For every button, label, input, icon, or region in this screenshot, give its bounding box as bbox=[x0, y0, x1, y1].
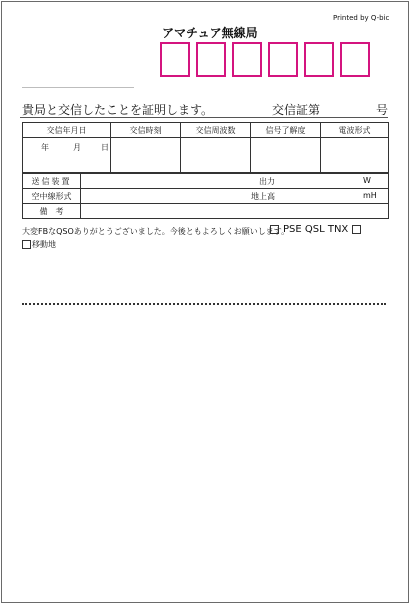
transmitter-cell[interactable] bbox=[81, 174, 389, 189]
day-label: 日 bbox=[101, 143, 109, 152]
pse-checkbox[interactable] bbox=[270, 225, 279, 234]
header-mode: 電波形式 bbox=[321, 123, 389, 138]
transmitter-label: 送信装置 bbox=[23, 174, 81, 189]
height-label: 地上高 bbox=[251, 192, 275, 201]
month-label: 月 bbox=[73, 143, 81, 152]
station-label: アマチュア無線局 bbox=[162, 26, 258, 40]
tnx-checkbox[interactable] bbox=[352, 225, 361, 234]
time-cell[interactable] bbox=[111, 138, 181, 173]
mode-cell[interactable] bbox=[321, 138, 389, 173]
mobile-row bbox=[22, 239, 56, 250]
qso-table bbox=[22, 122, 389, 173]
qsl-card bbox=[1, 1, 409, 603]
date-cell[interactable] bbox=[23, 138, 111, 173]
remarks-label: 備 考 bbox=[23, 204, 81, 219]
header-frequency: 交信周波数 bbox=[181, 123, 251, 138]
power-label: 出力 bbox=[259, 177, 275, 186]
signal-report-cell[interactable] bbox=[251, 138, 321, 173]
callsign-box[interactable] bbox=[340, 42, 370, 77]
mobile-label: 移動地 bbox=[32, 240, 56, 249]
dotted-divider bbox=[22, 303, 386, 305]
callsign-box[interactable] bbox=[304, 42, 334, 77]
thanks-text: 大変FBなQSOありがとうございました。今後ともよろしくお願いします。 bbox=[22, 227, 290, 236]
callsign-box[interactable] bbox=[268, 42, 298, 77]
certificate-number-label: 交信証第 bbox=[272, 103, 321, 117]
callsign-box[interactable] bbox=[232, 42, 262, 77]
station-info-table bbox=[22, 173, 389, 219]
antenna-cell[interactable] bbox=[81, 189, 389, 204]
header-signal-report: 信号了解度 bbox=[251, 123, 321, 138]
header-date: 交信年月日 bbox=[23, 123, 111, 138]
year-label: 年 bbox=[41, 143, 49, 152]
printer-credit: Printed by Q-bic bbox=[333, 14, 390, 22]
frequency-cell[interactable] bbox=[181, 138, 251, 173]
remarks-cell[interactable] bbox=[81, 204, 389, 219]
height-unit: mH bbox=[363, 191, 377, 200]
pse-qsl-label: PSE QSL TNX bbox=[283, 224, 349, 235]
certificate-underline bbox=[20, 117, 388, 118]
callsign-boxes bbox=[160, 42, 370, 77]
power-unit: W bbox=[363, 176, 371, 185]
address-line bbox=[22, 87, 134, 88]
callsign-box[interactable] bbox=[160, 42, 190, 77]
header-time: 交信時刻 bbox=[111, 123, 181, 138]
certificate-number-suffix: 号 bbox=[376, 103, 389, 117]
mobile-checkbox[interactable] bbox=[22, 240, 31, 249]
antenna-label: 空中線形式 bbox=[23, 189, 81, 204]
callsign-box[interactable] bbox=[196, 42, 226, 77]
pse-qsl-row bbox=[270, 224, 361, 235]
certificate-text: 貴局と交信したことを証明します。 bbox=[22, 103, 214, 117]
